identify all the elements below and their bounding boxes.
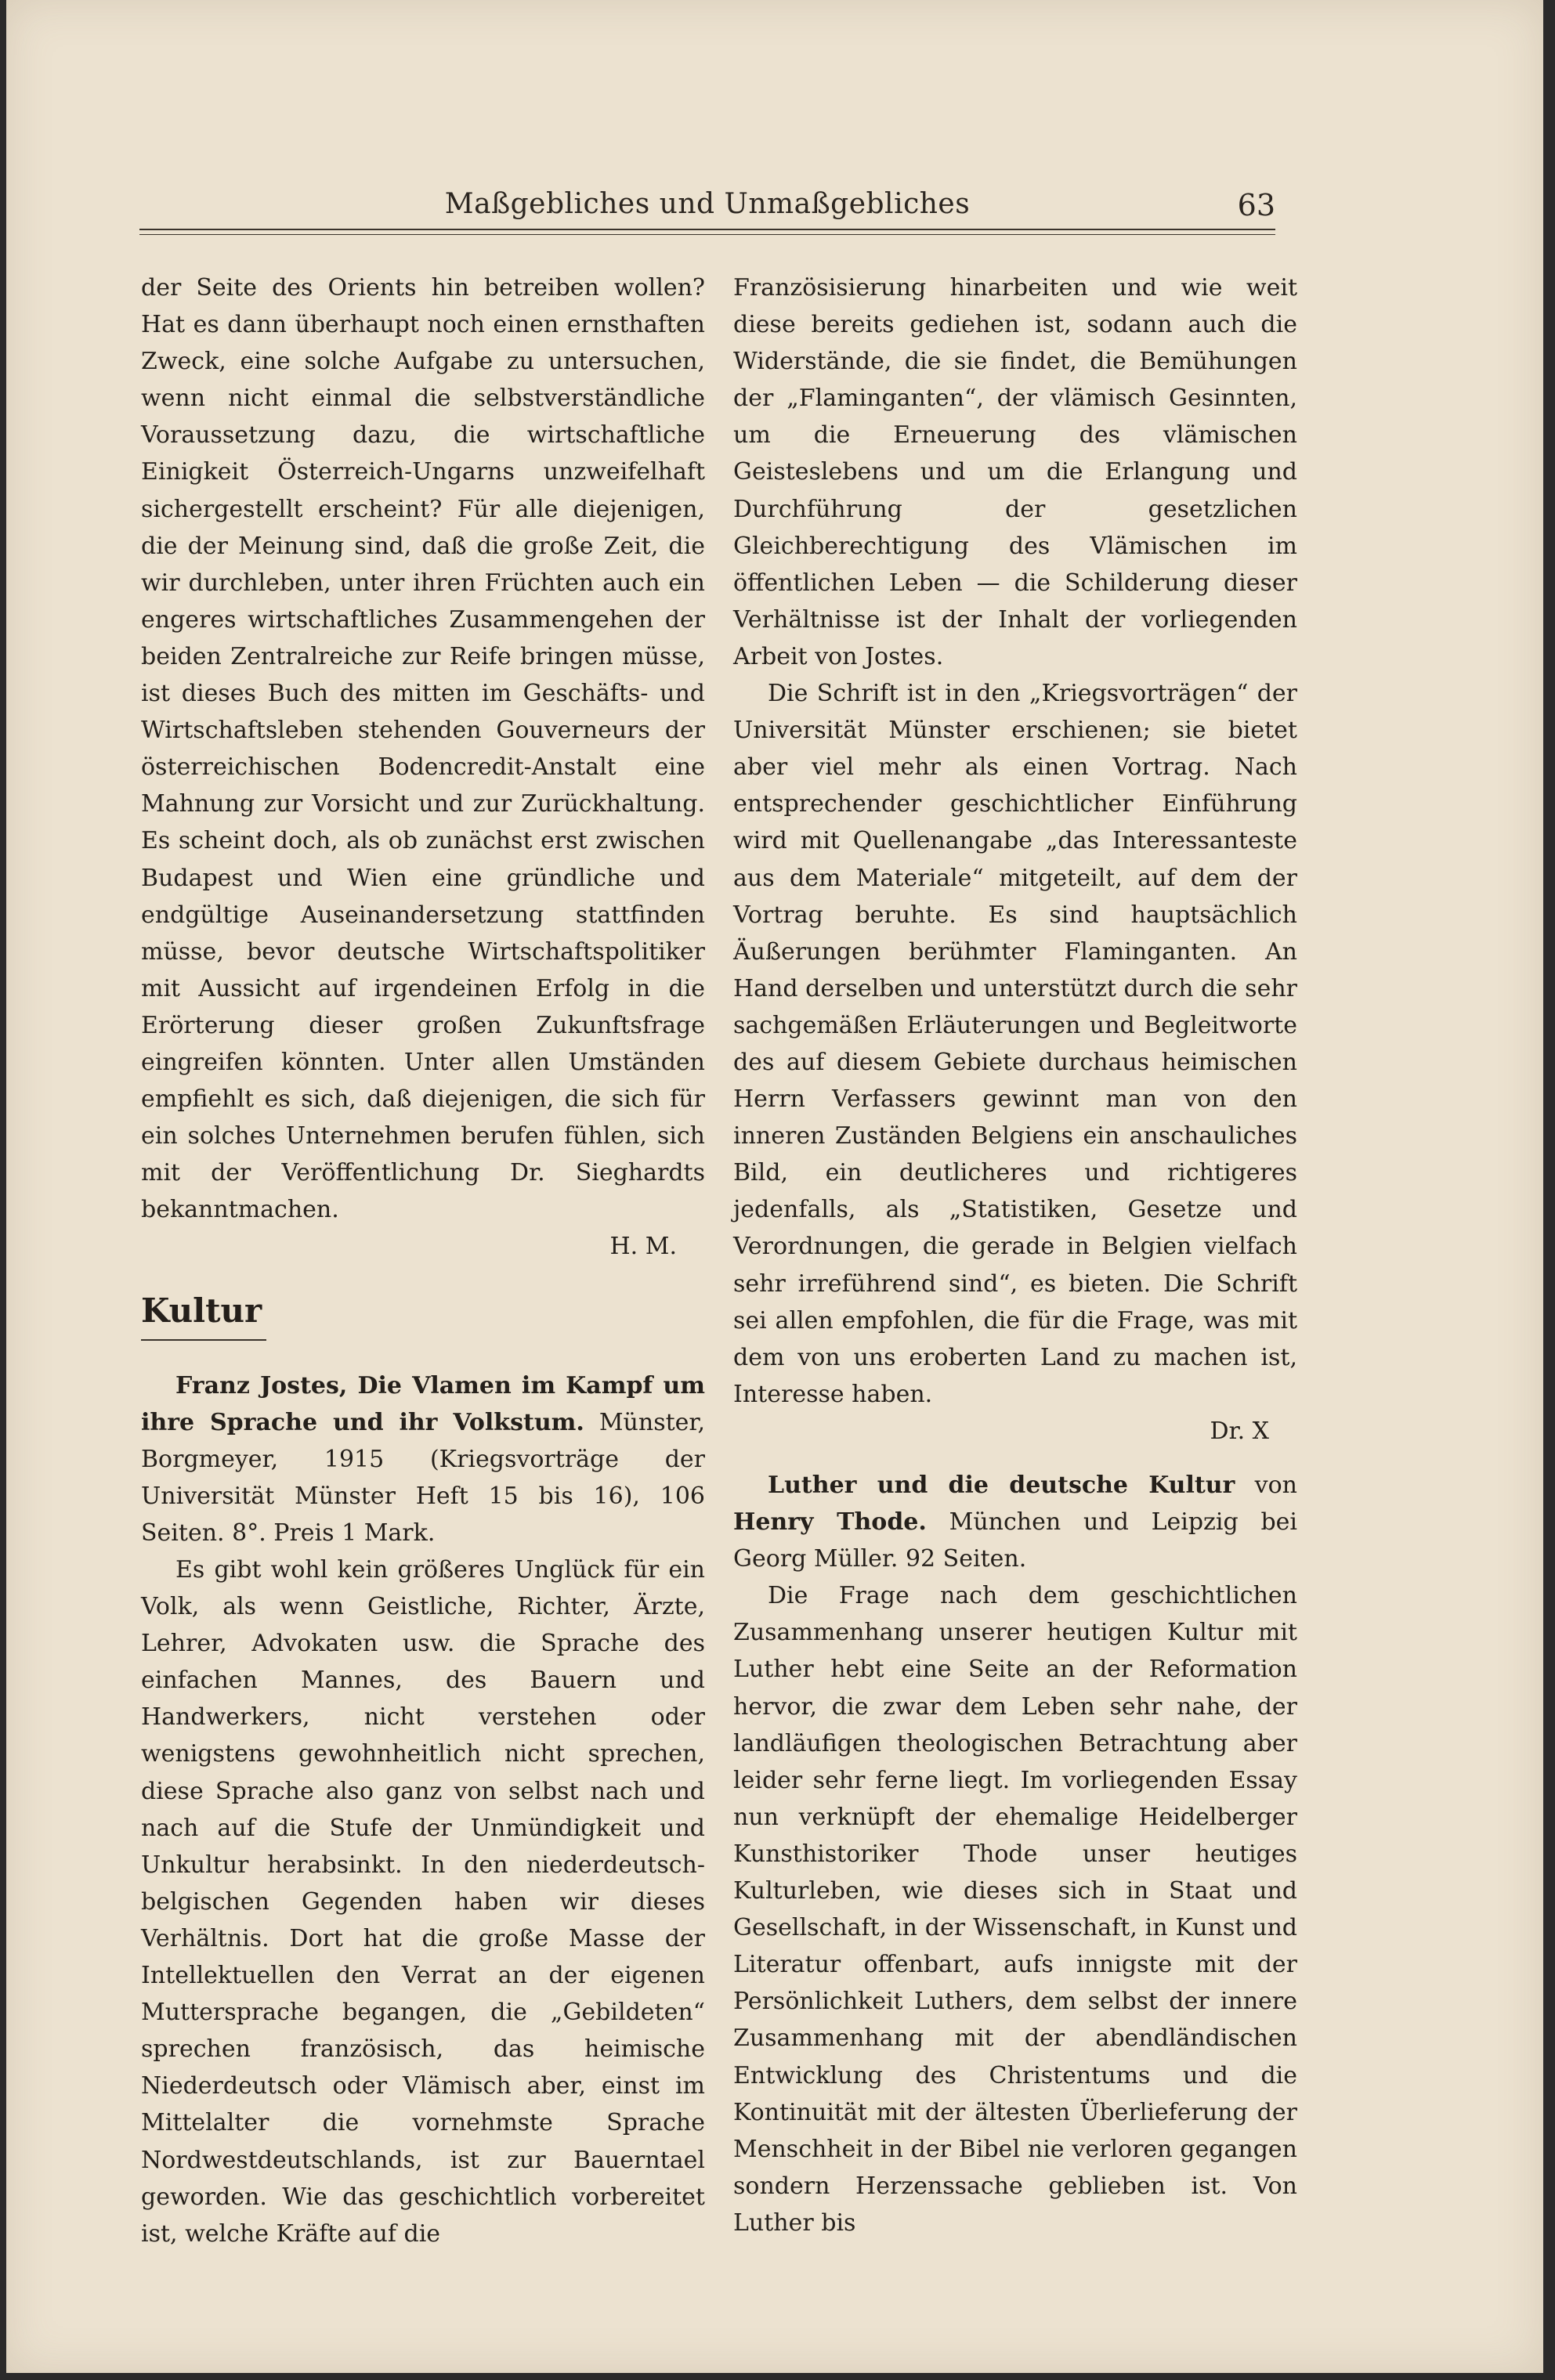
paragraph: Französisierung hinarbeiten und wie weit diese bereits gediehen ist, sodann auch die Widerstände, die sie findet, die Bemühungen der „Flaminganten“, der vlämisch Gesinnten, um die Erneuerung des vlämischen Geisteslebens und um die Erlangung und Durchführung der gesetzlichen Gleichberechtigung des Vlämischen im öffentlichen Leben — die Schilderung dieser Verhältnisse ist der Inhalt der vorliegenden Arbeit von Jostes. (733, 274, 1297, 670)
review-title: Franz Jostes, Die Vlamen im Kampf um ihre Sprache und ihr Volkstum. (141, 1371, 705, 1436)
book-page (6, 0, 1543, 2373)
paragraph: Die Schrift ist in den „Kriegsvorträgen“ der Universität Münster erschienen; sie bietet aber viel mehr als einen Vortrag. Nach entsprechender geschichtlicher Einführung wird mit Quellenangabe „das Interessanteste aus dem Materiale“ mitgeteilt, auf dem der Vortrag beruhte. Es sind hauptsächlich Äußerungen berühmter Flaminganten. An Hand derselben und unterstützt durch die sehr sachgemäßen Erläuterungen und Begleitworte des auf diesem Gebiete durchaus heimischen Herrn Verfassers gewinnt man von den inneren Zuständen Belgiens ein anschauliches Bild, ein deutlicheres und richtigeres jedenfalls, als „Statistiken, Gesetze und Verordnungen, die gerade in Belgien vielfach sehr irreführend sind“, es bieten. Die Schrift sei allen empfohlen, die für die Frage, was mit dem von uns eroberten Land zu machen ist, Interesse haben. (733, 680, 1297, 1408)
header-rule (139, 229, 1275, 235)
signature: Dr. X (1210, 1417, 1269, 1445)
right-column (733, 269, 1297, 2241)
running-head (139, 188, 1275, 227)
page-number: 63 (1237, 188, 1275, 222)
review-title: Luther und die deutsche Kultur (768, 1472, 1235, 1499)
review-entry (141, 1367, 705, 1551)
review-bibliography: München und Leipzig bei Georg Müller. 92 Seiten. (733, 1508, 1297, 1573)
review-author-prefix: von (1235, 1472, 1297, 1499)
left-column (141, 269, 705, 2252)
spacer (733, 1450, 1297, 1467)
paragraph: Die Frage nach dem geschichtlichen Zusammenhang unserer heutigen Kultur mit Luther hebt eine Seite an der Reformation hervor, die zwar dem Leben sehr nahe, der landläufigen theologischen Betrachtung aber leider sehr ferne liegt. Im vorliegenden Essay nun verknüpft der ehemalige Heidelberger Kunsthistoriker Thode unser heutiges Kulturleben, wie dieses sich in Staat und Gesellschaft, in der Wissenschaft, in Kunst und Literatur offenbart, aufs innigste mit der Persönlichkeit Luthers, dem selbst der innere Zusammenhang mit der abendländischen Entwicklung des Christentums und die Kontinuität mit der ältesten Überlieferung der Menschheit in der Bibel nie verloren gegangen sondern Herzenssache geblieben ist. Von Luther bis (733, 1582, 1297, 2237)
review-entry (733, 1467, 1297, 1577)
review-author: Henry Thode. (733, 1508, 927, 1537)
paragraph: der Seite des Orients hin betreiben wollen? Hat es dann überhaupt noch einen ernsthaften Zweck, eine solche Aufgabe zu untersuchen, wenn nicht einmal die selbstverständliche Voraussetzung dazu, die wirtschaftliche Einigkeit Österreich-Ungarns unzweifelhaft sichergestellt erscheint? Für alle diejenigen, die der Meinung sind, daß die große Zeit, die wir durchleben, unter ihren Früchten auch ein engeres wirtschaftliches Zusammengehen der beiden Zentralreiche zur Reife bringen müsse, ist dieses Buch des mitten im Geschäfts- und Wirtschaftsleben stehenden Gouverneurs der österreichischen Bodencredit-Anstalt eine Mahnung zur Vorsicht und zur Zurückhaltung. Es scheint doch, als ob zunächst erst zwischen Budapest und Wien eine gründliche und endgültige Auseinandersetzung stattfinden müsse, bevor deutsche Wirtschaftspolitiker mit Aussicht auf irgendeinen Erfolg in die Erörterung dieser großen Zukunftsfrage eingreifen könnten. Unter allen Umständen empfiehlt es sich, daß diejenigen, die sich für ein solches Unternehmen berufen fühlen, sich mit der Veröffentlichung Dr. Sieghardts bekanntmachen. (141, 274, 705, 1224)
section-heading: Kultur (141, 1291, 262, 1330)
paragraph: Es gibt wohl kein größeres Unglück für ein Volk, als wenn Geistliche, Richter, Ärzte, Lehrer, Advokaten usw. die Sprache des einfachen Mannes, des Bauern und Handwerkers, nicht verstehen oder wenigstens gewohnheitlich nicht sprechen, diese Sprache also ganz von selbst nach und nach auf die Stufe der Unmündigkeit und Unkultur herabsinkt. In den niederdeutsch-belgischen Gegenden haben wir dieses Verhältnis. Dort hat die große Masse der Intellektuellen den Verrat an der eigenen Muttersprache begangen, die „Gebildeten“ sprechen französisch, das heimische Niederdeutsch oder Vlämisch aber, einst im Mittelalter die vornehmste Sprache Nordwestdeutschlands, ist zur Bauerntael geworden. Wie das geschichtlich vorbereitet ist, welche Kräfte auf die (141, 1556, 705, 2248)
section-rule (141, 1339, 266, 1341)
running-title: Maßgebliches und Unmaßgebliches (444, 188, 971, 220)
signature: H. M. (609, 1233, 677, 1261)
review-bibliography: Münster, Borgmeyer, 1915 (Kriegsvorträge der Universität Münster Heft 15 bis 16), 106 Seiten. 8°. Preis 1 Mark. (141, 1408, 705, 1547)
